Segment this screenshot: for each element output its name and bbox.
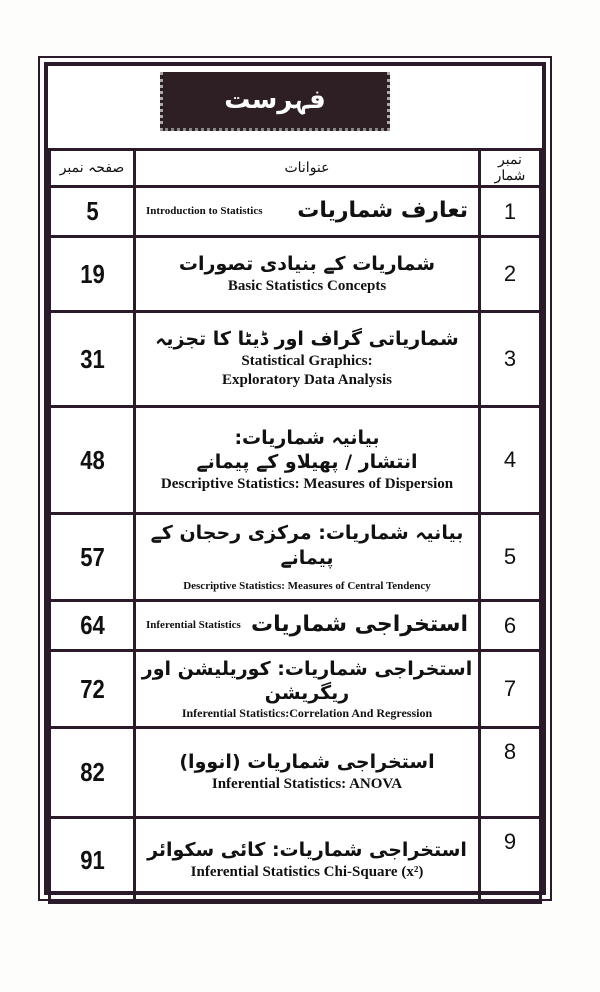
serial-number: 1 <box>480 187 541 237</box>
topic-urdu: استخراجی شماریات: کائی سکوائر <box>147 838 467 861</box>
page-number: 82 <box>56 728 128 818</box>
topic-english: Inferential Statistics:Correlation And Regression <box>181 705 433 720</box>
table-row[interactable] <box>50 601 541 651</box>
topic-cell <box>135 237 480 312</box>
table-row[interactable] <box>50 407 541 514</box>
topic-english: Introduction to Statistics <box>146 205 263 218</box>
topic-cell <box>135 651 480 728</box>
topic-english: Inferential Statistics: ANOVA <box>211 776 403 793</box>
topic-cell <box>135 818 480 903</box>
table-row[interactable] <box>50 312 541 407</box>
topic-cell <box>135 514 480 601</box>
topic-cell <box>135 407 480 514</box>
table-row[interactable] <box>50 651 541 728</box>
page-number: 72 <box>56 651 128 728</box>
header-topics: عنوانات <box>135 150 480 187</box>
topic-urdu: شماریات کے بنیادی تصورات <box>178 252 436 275</box>
page-number: 57 <box>56 514 128 601</box>
topic-english: Descriptive Statistics: Measures of Dispersion <box>160 475 454 492</box>
topic-urdu-line2: انتشار / پھیلاو کے پیمانے <box>196 451 418 474</box>
topic-cell <box>135 728 480 818</box>
serial-number: 7 <box>480 651 541 728</box>
topic-english-line2: Exploratory Data Analysis <box>221 372 392 389</box>
serial-number: 4 <box>480 407 541 514</box>
title-band <box>48 66 542 148</box>
table-row[interactable] <box>50 728 541 818</box>
serial-number: 2 <box>480 237 541 312</box>
topic-urdu: استخراجی شماریات (انووا) <box>179 751 435 774</box>
contents-table <box>48 148 542 904</box>
header-serial: نمبر شمار <box>480 150 541 187</box>
topic-urdu: تعارف شماریات <box>297 198 468 224</box>
topic-urdu: استخراجی شماریات: کوریلیشن اور ریگریشن <box>141 657 473 705</box>
topic-urdu: استخراجی شماریات <box>251 612 468 638</box>
topic-english: Basic Statistics Concepts <box>227 277 387 294</box>
serial-number: 9 <box>480 818 541 903</box>
serial-number: 3 <box>480 312 541 407</box>
topic-urdu: شماریاتی گراف اور ڈیٹا کا تجزیہ <box>155 328 459 351</box>
header-page-number: صفحہ نمبر <box>50 150 135 187</box>
topic-cell <box>135 187 480 237</box>
topic-urdu: بیانیہ شماریات: <box>234 426 380 449</box>
header-row <box>50 150 541 187</box>
table-row[interactable] <box>50 237 541 312</box>
page-frame <box>38 56 552 901</box>
topic-urdu: بیانیہ شماریات: مرکزی رحجان کے پیمانے <box>150 522 464 569</box>
title-banner <box>160 72 390 131</box>
page-number: 48 <box>56 407 128 514</box>
topic-english: Inferential Statistics <box>146 619 241 632</box>
topic-cell <box>135 312 480 407</box>
serial-number: 5 <box>480 514 541 601</box>
serial-number: 6 <box>480 601 541 651</box>
page-number: 64 <box>56 601 128 651</box>
page-number: 5 <box>56 187 128 237</box>
topic-english: Statistical Graphics: <box>241 352 373 369</box>
page-number: 91 <box>56 818 128 903</box>
topic-english: Inferential Statistics Chi-Square (x²) <box>190 863 424 880</box>
table-row[interactable] <box>50 818 541 903</box>
page-title: فہرست <box>224 85 326 115</box>
page-number: 19 <box>56 237 128 312</box>
inner-frame <box>44 62 546 895</box>
table-row[interactable] <box>50 514 541 601</box>
page-number: 31 <box>56 312 128 407</box>
topic-cell <box>135 601 480 651</box>
serial-number: 8 <box>480 728 541 818</box>
topic-english: Descriptive Statistics: Measures of Central Tendency <box>183 579 431 592</box>
table-row[interactable] <box>50 187 541 237</box>
